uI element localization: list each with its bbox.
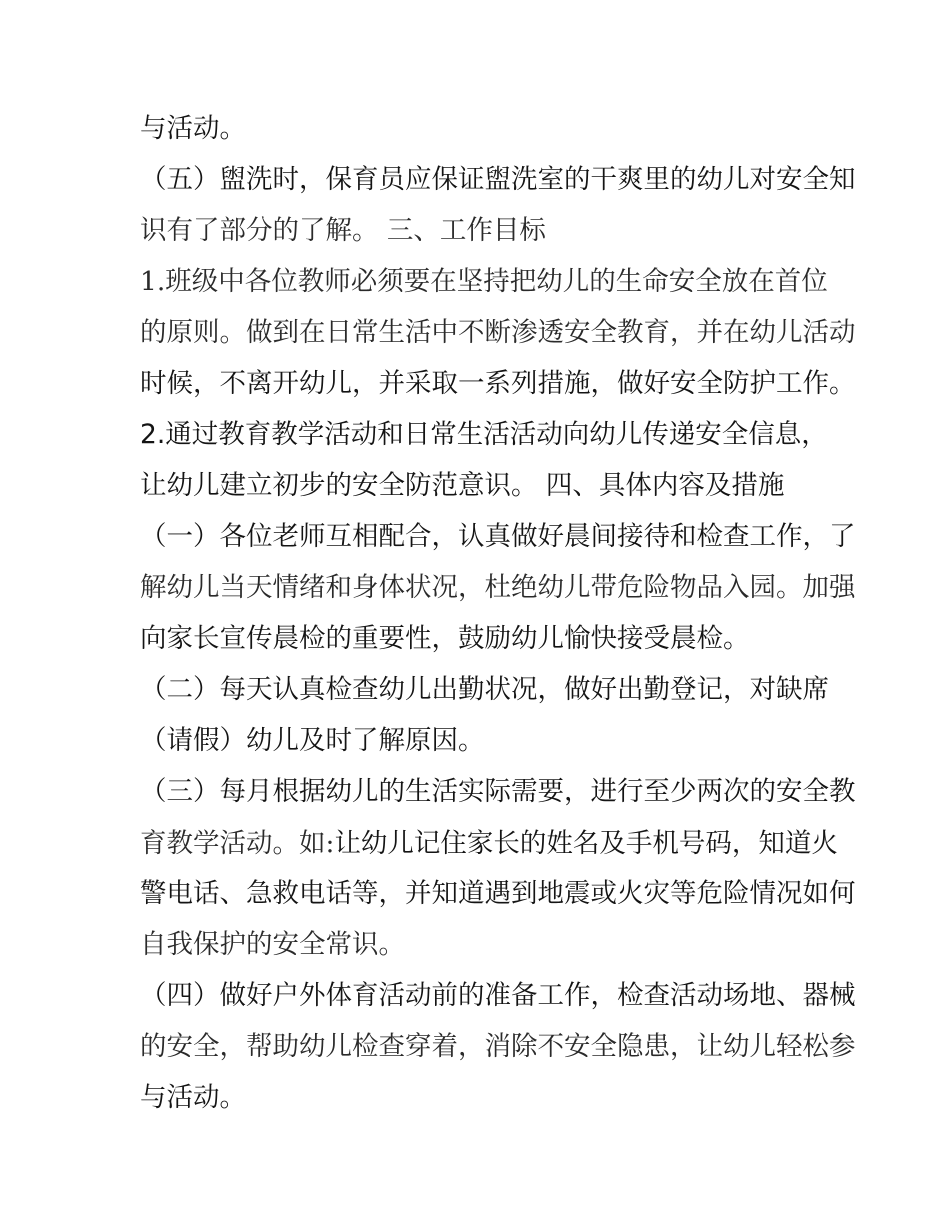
text-line: 识有了部分的了解。 三、工作目标 [140, 215, 546, 246]
text-line: （一）各位老师互相配合，认真做好晨间接待和检查工作，了 [140, 521, 856, 552]
text-line: 自我保护的安全常识。 [140, 929, 405, 960]
text-line: 与活动。 [140, 1082, 246, 1113]
text-line: （五）盥洗时，保育员应保证盥洗室的干爽里的幼儿对安全知 [140, 164, 856, 195]
text-line: 解幼儿当天情绪和身体状况，杜绝幼儿带危险物品入园。加强 [140, 572, 856, 603]
text-line: （请假）幼儿及时了解原因。 [140, 725, 485, 756]
text-line: （四）做好户外体育活动前的准备工作，检查活动场地、器械 [140, 980, 856, 1011]
text-segment: 让幼儿记住家长的姓名及手机号码，知道火 [334, 828, 838, 859]
text-line: 1.班级中各位教师必须要在坚持把幼儿的生命安全放在首位 [140, 266, 828, 297]
text-segment: 育教学活动。如: [140, 828, 335, 859]
text-line: 向家长宣传晨检的重要性，鼓励幼儿愉快接受晨检。 [140, 623, 750, 654]
text-line: （三）每月根据幼儿的生活实际需要，进行至少两次的安全教 [140, 776, 856, 807]
text-line: 时候，不离开幼儿，并采取一系列措施，做好安全防护工作。 [140, 368, 856, 399]
text-line: 与活动。 [140, 113, 246, 144]
text-line: 警电话、急救电话等，并知道遇到地震或火灾等危险情况如何 [140, 878, 856, 909]
text-line: 让幼儿建立初步的安全防范意识。 四、具体内容及措施 [140, 470, 785, 501]
text-line: 2.通过教育教学活动和日常生活活动向幼儿传递安全信息， [140, 419, 828, 450]
text-line: 的安全，帮助幼儿检查穿着，消除不安全隐患，让幼儿轻松参 [140, 1031, 856, 1062]
text-line: 的原则。做到在日常生活中不断渗透安全教育，并在幼儿活动 [140, 317, 856, 348]
text-line: （二）每天认真检查幼儿出勤状况，做好出勤登记，对缺席 [140, 674, 829, 705]
text-line [140, 823, 838, 863]
